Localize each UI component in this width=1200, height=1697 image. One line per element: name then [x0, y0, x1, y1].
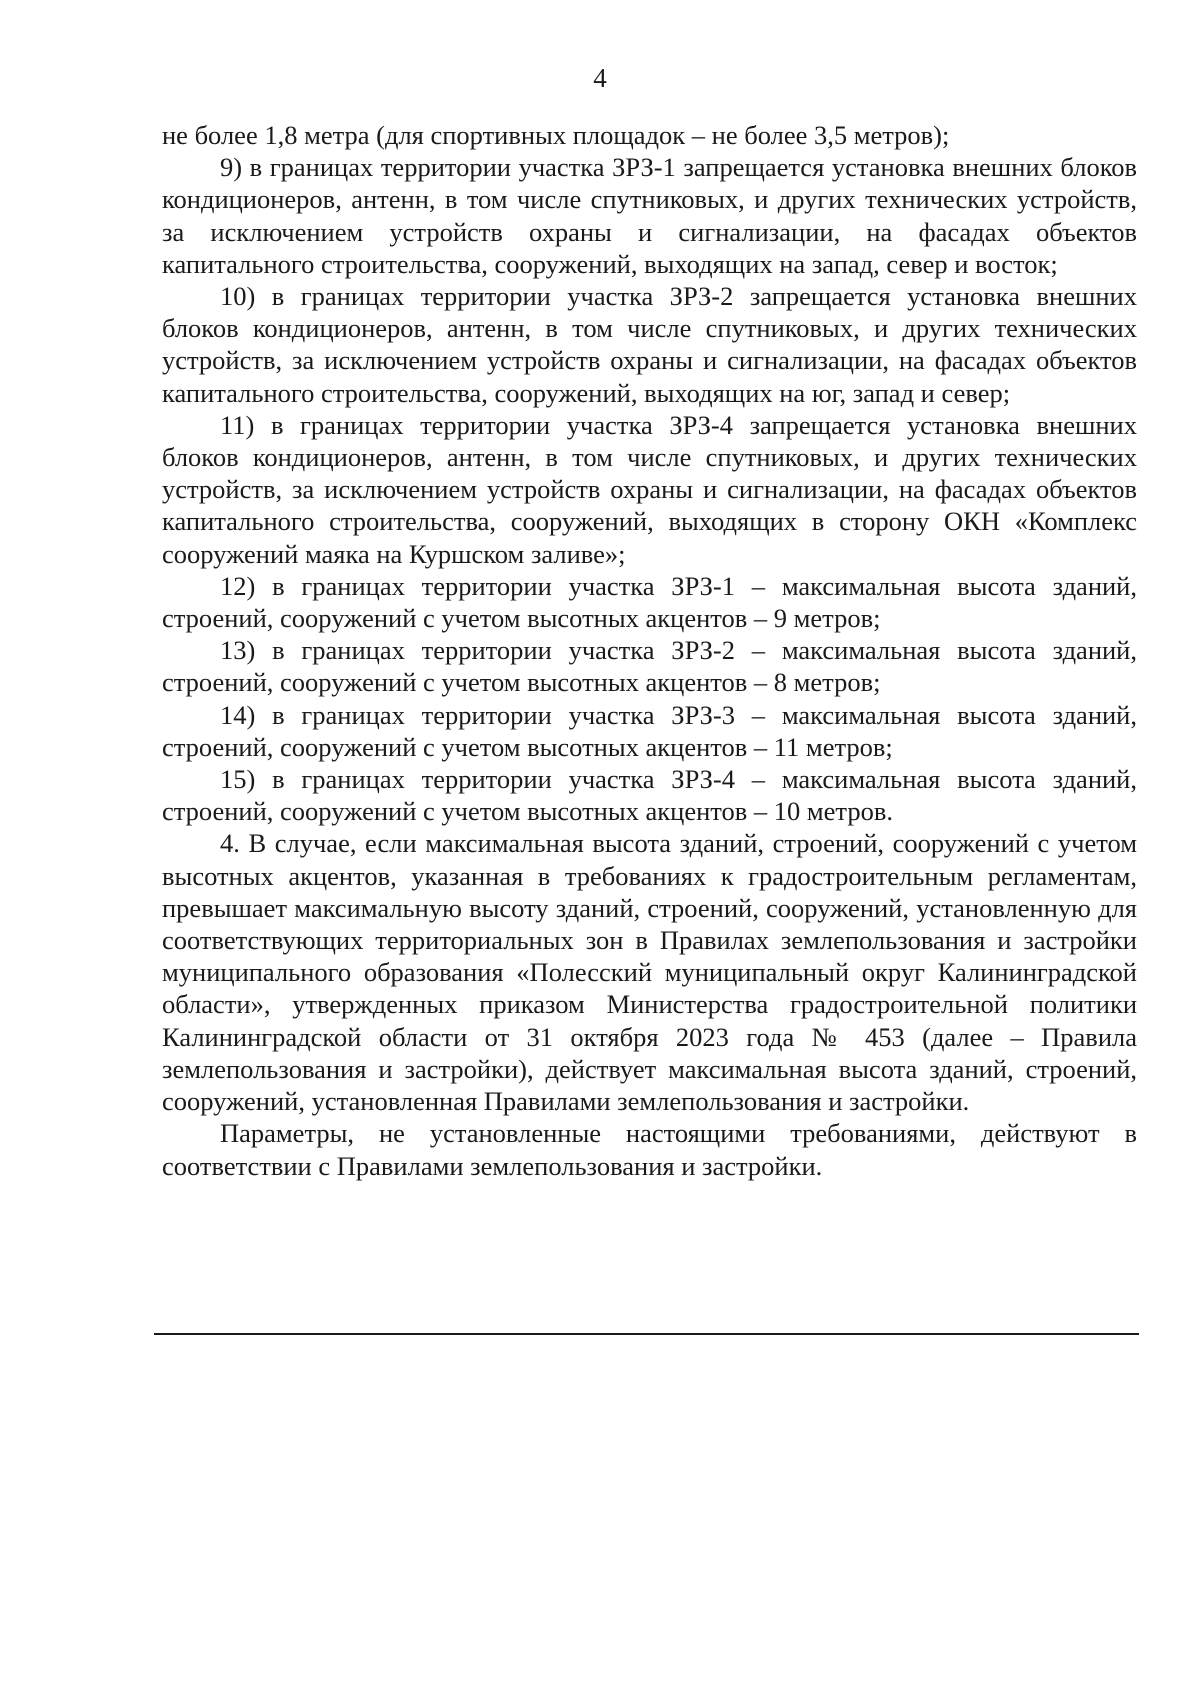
- list-item-10: 10) в границах территории участка ЗРЗ-2 запрещается установка внешних блоков кондиционеров, антенн, в том числе спутниковых, и других технических устройств, за исключением устройств охраны и сигнализации, на фасадах объектов капитального строительства, сооружений, выходящих на юг, запад и север;: [162, 281, 1137, 408]
- paragraph-continuation: не более 1,8 метра (для спортивных площадок – не более 3,5 метров);: [162, 120, 950, 150]
- list-item-9: 9) в границах территории участка ЗРЗ-1 запрещается установка внешних блоков кондиционеров, антенн, в том числе спутниковых, и других технических устройств, за исключением устройств охраны и сигнализации, на фасадах объектов капитального строительства, сооружений, выходящих на запад, север и восток;: [162, 152, 1137, 279]
- end-rule-divider: [154, 1333, 1139, 1335]
- list-item-15: 15) в границах территории участка ЗРЗ-4 – максимальная высота зданий, строений, сооружений с учетом высотных акцентов – 10 метров.: [162, 764, 1137, 827]
- list-item-12: 12) в границах территории участка ЗРЗ-1 – максимальная высота зданий, строений, сооружений с учетом высотных акцентов – 9 метров;: [162, 570, 1137, 634]
- page-number: 4: [593, 63, 607, 93]
- document-body: [162, 119, 1137, 1182]
- paragraph-section-4: 4. В случае, если максимальная высота зданий, строений, сооружений с учетом высотных акцентов, указанная в требованиях к градостроительным регламентам, превышает максимальную высоту зданий, строений, сооружений, установленную для соответствующих территориальных зон в Правилах землепользования и застройки муниципального образования «Полесский муниципальный округ Калининградской области», утвержденных приказом Министерства градостроительной политики Калининградской области от 31 октября 2023 года № 453 (далее – Правила землепользования и застройки), действует максимальная высота зданий, строений, сооружений, установленная Правилами землепользования и застройки.: [162, 828, 1137, 1117]
- list-item-13: 13) в границах территории участка ЗРЗ-2 – максимальная высота зданий, строений, сооружений с учетом высотных акцентов – 8 метров;: [162, 635, 1137, 698]
- list-item-14: 14) в границах территории участка ЗРЗ-3 – максимальная высота зданий, строений, сооружений с учетом высотных акцентов – 11 метров;: [162, 699, 1137, 762]
- paragraph-parameters: Параметры, не установленные настоящими требованиями, действуют в соответствии с Правилами землепользования и застройки.: [162, 1118, 1137, 1181]
- list-item-11: 11) в границах территории участка ЗРЗ-4 запрещается установка внешних блоков кондиционеров, антенн, в том числе спутниковых, и других технических устройств, за исключением устройств охраны и сигнализации, на фасадах объектов капитального строительства, сооружений, выходящих в сторону ОКН «Комплекс сооружений маяка на Куршском заливе»;: [162, 409, 1137, 569]
